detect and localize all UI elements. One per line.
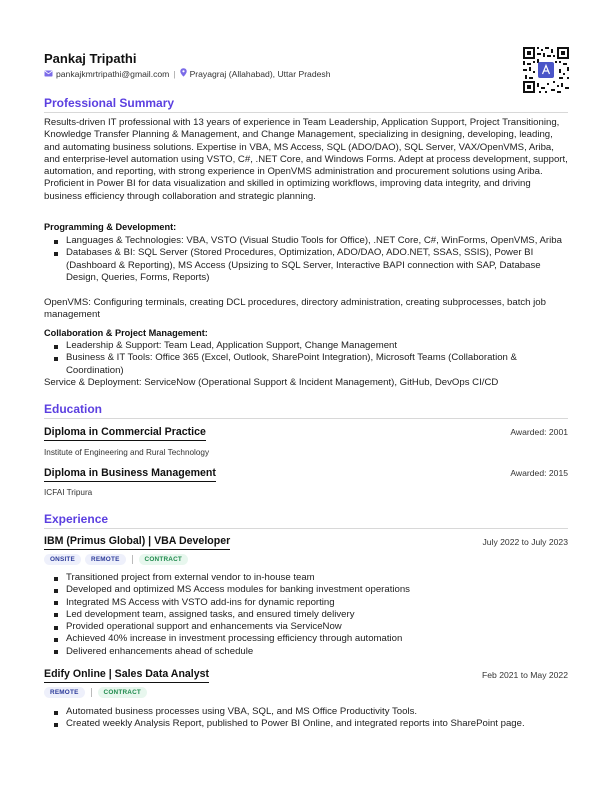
list-item: Transitioned project from external vendor to in-house team [52,572,570,584]
education-date: Awarded: 2001 [510,427,568,437]
list-item: Achieved 40% increase in investment processing efficiency through automation [52,633,570,645]
job-date: Feb 2021 to May 2022 [482,670,568,680]
contract-badge: CONTRACT [139,554,188,565]
education-institution: ICFAI Tripura [44,488,93,497]
job-title: IBM (Primus Global) | VBA Developer [44,535,230,550]
list-item: Automated business processes using VBA, SQL, and MS Office Productivity Tools. [52,706,570,718]
service-text: Service & Deployment: ServiceNow (Operational Support & Incident Management), GitHub, DevOps CI/CD [44,377,499,388]
job-title: Edify Online | Sales Data Analyst [44,668,209,683]
experience-heading: Experience [44,512,109,526]
summary-heading: Professional Summary [44,96,175,110]
education-heading: Education [44,402,103,416]
job-bullets [52,572,570,658]
collaboration-heading: Collaboration & Project Management: [44,328,208,338]
list-item: Leadership & Support: Team Lead, Application Support, Change Management [52,340,570,352]
qr-code[interactable] [523,47,569,93]
education-date: Awarded: 2015 [510,468,568,478]
list-item: Integrated MS Access with VSTO add-ins for dynamic reporting [52,597,570,609]
map-pin-icon [180,68,187,79]
list-item: Databases & BI: SQL Server (Stored Procedures, Optimization, ADO/DAO, ADO.NET, SSAS, SSIS), Power BI (Dashboard & Reporting), MS Access (Upsizing to SQL Server, Interactive BAPI connection with SAP, Database Design, Queries, Forms, Reports) [52,247,570,284]
list-item: Languages & Technologies: VBA, VSTO (Visual Studio Tools for Office), .NET Core, C#, WinForms, OpenVMS, Ariba [52,235,570,247]
list-item: Developed and optimized MS Access modules for banking investment operations [52,584,570,596]
list-item: Delivered enhancements ahead of schedule [52,646,570,658]
education-degree: Diploma in Commercial Practice [44,426,206,441]
job-tags [44,554,192,565]
summary-text: Results-driven IT professional with 13 years of experience in Team Leadership, Application Support, Project Transitioning, Knowledge Transfer Planning & Management, and Change Management, specializing in designing, developing, leading, and automating business solutions. Expertise in VBA, MS Access, SQL (ADO/DAO), SQL Server, VAX/OpenVMS, Ariba, and enterprise-level automation using VSTO, C#, .NET Core, and Windows Forms. Adept at process development, support, automation, and reporting, with strong experience in OpenVMS administration and procurement solutions using Ariba. Proficient in Power BI for data visualization and skilled in optimizing workflows, improving data integrity, and driving business efficiency through collaboration and strategic planning. [44,117,568,202]
list-item: Led development team, assigned tasks, and ensured timely delivery [52,609,570,621]
job-bullets [52,706,570,731]
contact-separator: | [173,68,176,79]
programming-list [52,235,570,284]
list-item: Provided operational support and enhancements via ServiceNow [52,621,570,633]
tag-separator [91,688,92,697]
openvms-text: OpenVMS: Configuring terminals, creating DCL procedures, directory administration, creating subprocesses, batch job management [44,297,546,321]
collaboration-list [52,340,570,377]
list-item: Business & IT Tools: Office 365 (Excel, Outlook, SharePoint Integration), Microsoft Teams (Collaboration & Coordination) [52,352,570,377]
onsite-badge: ONSITE [44,554,81,565]
section-divider [44,528,568,529]
programming-heading: Programming & Development: [44,222,177,232]
location-text: Prayagraj (Allahabad), Uttar Pradesh [189,68,331,79]
section-divider [44,112,568,113]
remote-badge: REMOTE [44,687,85,698]
job-tags [44,687,151,698]
remote-badge: REMOTE [85,554,126,565]
list-item: Created weekly Analysis Report, published to Power BI Online, and integrated reports into SharePoint page. [52,718,570,730]
job-date: July 2022 to July 2023 [482,537,568,547]
education-institution: Institute of Engineering and Rural Technology [44,448,210,457]
section-divider [44,418,568,419]
contract-badge: CONTRACT [98,687,147,698]
education-degree: Diploma in Business Management [44,467,216,482]
candidate-name: Pankaj Tripathi [44,51,137,66]
envelope-icon [44,69,53,79]
tag-separator [132,555,133,564]
contact-line [44,68,330,79]
email-link[interactable]: pankajkmrtripathi@gmail.com [56,68,170,79]
